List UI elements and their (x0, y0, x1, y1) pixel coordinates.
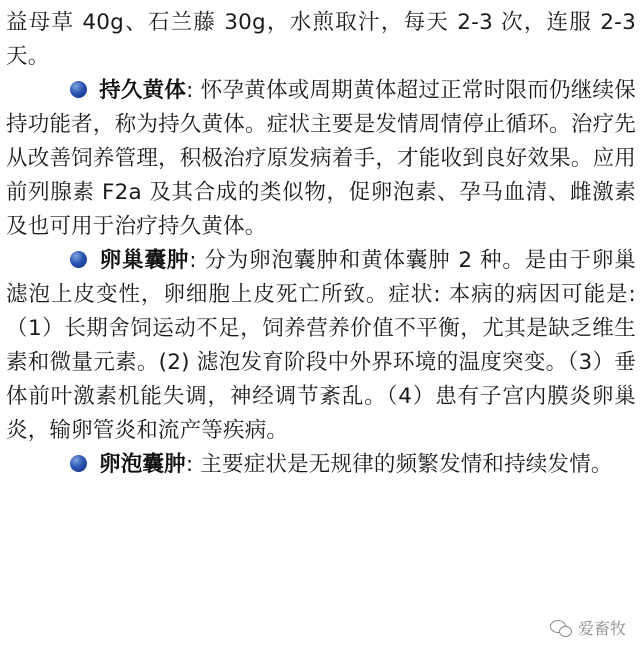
paragraph-dosage (6, 6, 636, 74)
bullet-icon (70, 455, 87, 472)
wechat-icon (550, 619, 572, 637)
watermark-text: 爱畜牧 (577, 619, 626, 638)
term-heading: 持久黄体 (99, 78, 187, 103)
paragraph-text: : 怀孕黄体或周期黄体超过正常时限而仍继续保持功能者，称为持久黄体。症状主要是发情周情停止循环。治疗先从改善饲养管理，积极治疗原发病着手，才能收到良好效果。应用前列腺素 F2a 及其合成的类似物，促卵泡素、孕马血清、雌激素及也可用于治疗持久黄体。 (6, 78, 636, 239)
paragraph-text: : 分为卵泡囊肿和黄体囊肿 2 种。是由于卵巢滤泡上皮变性，卵细胞上皮死亡所致。症状: 本病的病因可能是: （1）长期舍饲运动不足，饲养营养价值不平衡，尤其是缺乏维生素和微量元素。(2) 滤泡发育阶段中外界环境的温度突变。（3）垂体前叶激素机能失调，神经调节紊乱。（4）患有子宫内膜炎卵巢炎，输卵管炎和流产等疾病。 (6, 248, 636, 443)
watermark (550, 616, 626, 639)
term-heading: 卵泡囊肿 (99, 452, 186, 477)
term-heading: 卵巢囊肿 (99, 248, 190, 273)
bullet-icon (70, 81, 87, 98)
paragraph-follicular-cyst (6, 448, 636, 482)
paragraph-text: 益母草 40g、石兰藤 30g，水煎取汁，每天 2-3 次，连服 2-3 天。 (6, 10, 636, 69)
paragraph-persistent-corpus-luteum (6, 74, 636, 244)
bullet-icon (70, 251, 87, 268)
paragraph-text: : 主要症状是无规律的频繁发情和持续发情。 (185, 452, 613, 477)
paragraph-ovarian-cyst (6, 244, 636, 448)
